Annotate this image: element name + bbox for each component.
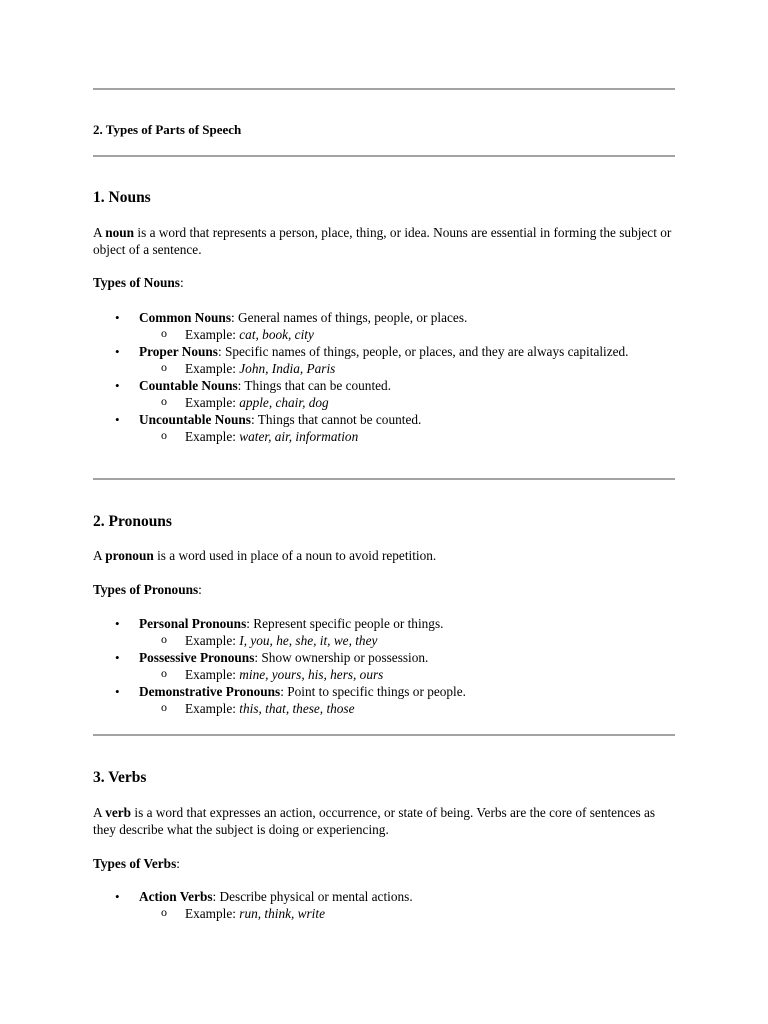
bullet-icon: • [115, 378, 120, 393]
sub-bullet-icon: o [161, 326, 167, 340]
bullet-icon: • [115, 650, 120, 665]
horizontal-rule [93, 478, 675, 480]
defined-term: verb [105, 805, 132, 820]
sub-bullet-icon: o [161, 666, 167, 680]
defined-term: noun [105, 225, 135, 240]
nouns-types-list [93, 309, 675, 445]
verbs-intro-paragraph: A verb is a word that expresses an action, occurrence, or state of being. Verbs are the core of sentences as they describe what the subject is doing or experiencing. [93, 805, 656, 837]
list-item-uncountable-nouns: • Uncountable Nouns: Things that cannot be counted. o Example: water, air, information [93, 411, 675, 445]
example-line: o Example: mine, yours, his, hers, ours [161, 666, 384, 682]
defined-term: pronoun [105, 548, 154, 563]
list-item-demonstrative-pronouns: • Demonstrative Pronouns: Point to specific things or people. o Example: this, that, these, those [93, 683, 675, 717]
example-line: o Example: water, air, information [161, 428, 359, 444]
list-item-common-nouns: • Common Nouns: General names of things, people, or places. o Example: cat, book, city [93, 309, 675, 343]
document-title: 2. Types of Parts of Speech [93, 122, 242, 137]
bullet-icon: • [115, 889, 120, 904]
types-of-pronouns-label: Types of Pronouns: [93, 582, 202, 597]
sub-bullet-icon: o [161, 905, 167, 919]
section-heading-pronouns: 2. Pronouns [93, 513, 172, 530]
list-item-countable-nouns: • Countable Nouns: Things that can be counted. o Example: apple, chair, dog [93, 377, 675, 411]
sub-bullet-icon: o [161, 632, 167, 646]
list-item-action-verbs: • Action Verbs: Describe physical or mental actions. o Example: run, think, write [93, 888, 675, 922]
sub-bullet-icon: o [161, 394, 167, 408]
example-line: o Example: I, you, he, she, it, we, they [161, 632, 378, 648]
horizontal-rule [93, 88, 675, 90]
list-item-possessive-pronouns: • Possessive Pronouns: Show ownership or possession. o Example: mine, yours, his, hers, ours [93, 649, 675, 683]
example-line: o Example: cat, book, city [161, 326, 314, 342]
types-of-nouns-label: Types of Nouns: [93, 275, 184, 290]
bullet-icon: • [115, 310, 120, 325]
bullet-icon: • [115, 412, 120, 427]
section-heading-nouns: 1. Nouns [93, 189, 151, 206]
bullet-icon: • [115, 616, 120, 631]
nouns-intro-paragraph: A noun is a word that represents a person, place, thing, or idea. Nouns are essential in forming the subject or object of a sentence. [93, 225, 672, 257]
horizontal-rule [93, 155, 675, 157]
bullet-icon: • [115, 684, 120, 699]
example-line: o Example: apple, chair, dog [161, 394, 329, 410]
sub-bullet-icon: o [161, 428, 167, 442]
example-line: o Example: John, India, Paris [161, 360, 336, 376]
example-line: o Example: this, that, these, those [161, 700, 355, 716]
section-heading-verbs: 3. Verbs [93, 769, 147, 786]
sub-bullet-icon: o [161, 360, 167, 374]
horizontal-rule [93, 734, 675, 736]
example-line: o Example: run, think, write [161, 905, 325, 921]
pronouns-intro-paragraph: A pronoun is a word used in place of a noun to avoid repetition. [93, 548, 437, 563]
pronouns-types-list [93, 615, 675, 717]
verbs-types-list [93, 888, 675, 922]
list-item-personal-pronouns: • Personal Pronouns: Represent specific people or things. o Example: I, you, he, she, it, we, they [93, 615, 675, 649]
list-item-proper-nouns: • Proper Nouns: Specific names of things, people, or places, and they are always capitalized. o Example: John, India, Paris [93, 343, 675, 377]
sub-bullet-icon: o [161, 700, 167, 714]
bullet-icon: • [115, 344, 120, 359]
types-of-verbs-label: Types of Verbs: [93, 856, 180, 871]
